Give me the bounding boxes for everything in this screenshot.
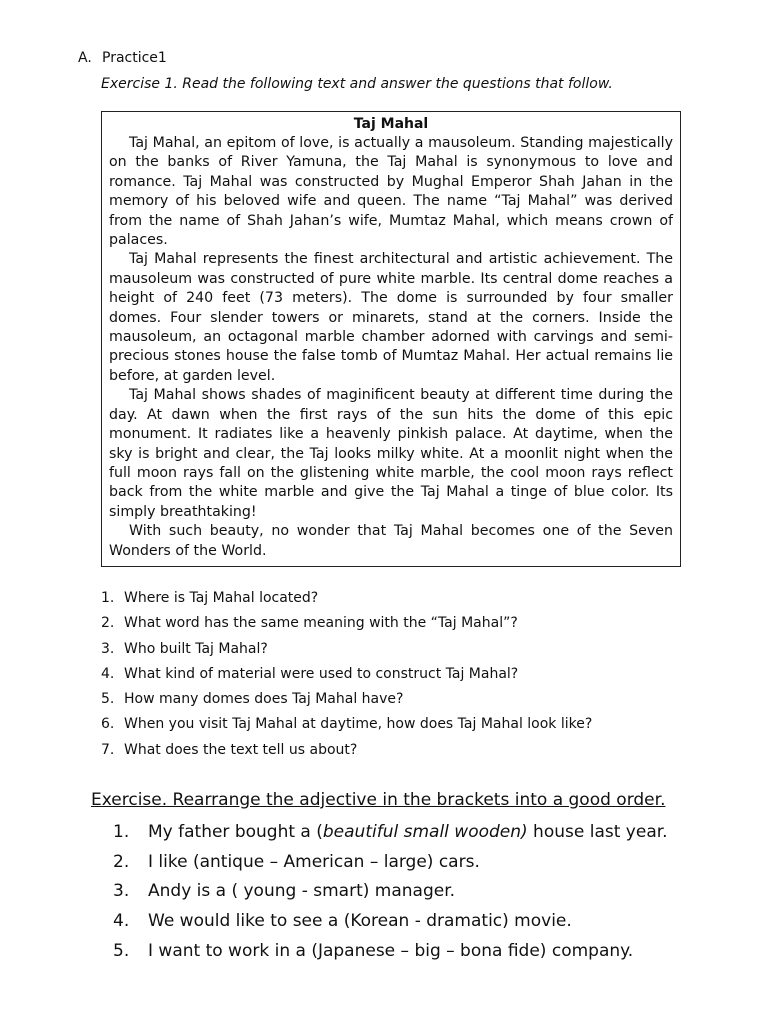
- passage-paragraph: Taj Mahal, an epitom of love, is actually a mausoleum. Standing majestically on the banks of River Yamuna, the Taj Mahal is synonymous to love and romance. Taj Mahal was constructed by Mughal Emperor Shah Jahan in the memory of his beloved wife and queen. The name “Taj Mahal” was derived from the name of Shah Jahan’s wife, Mumtaz Mahal, which means crown of palaces.: [109, 135, 673, 249]
- question-text: When you visit Taj Mahal at daytime, how does Taj Mahal look like?: [124, 716, 593, 733]
- item-text-end: house last year.: [527, 822, 668, 842]
- adjective-item: [113, 818, 668, 848]
- question-text: Where is Taj Mahal located?: [124, 590, 319, 606]
- item-text: I like (antique – American – large) cars.: [148, 851, 480, 872]
- item-number: 2.: [113, 851, 130, 872]
- item-text: I want to work in a (Japanese – big – bona fide) company.: [148, 940, 634, 961]
- question-item: [101, 586, 592, 611]
- item-text: My father bought a (: [148, 822, 323, 842]
- item-number: 5.: [113, 940, 130, 961]
- question-number: 5.: [101, 691, 115, 708]
- question-number: 4.: [101, 665, 115, 682]
- adjective-item: [113, 848, 668, 878]
- passage-title: Taj Mahal: [353, 116, 429, 132]
- question-number: 6.: [101, 716, 115, 733]
- question-item: [101, 662, 592, 687]
- section-title: Practice1: [102, 50, 167, 66]
- question-number: 7.: [101, 741, 115, 758]
- section-letter: A.: [78, 50, 92, 66]
- item-text-italic: beautiful small wooden): [322, 822, 528, 842]
- question-number: 1.: [101, 590, 115, 606]
- passage-paragraph: With such beauty, no wonder that Taj Mahal becomes one of the Seven Wonders of the World.: [109, 523, 673, 559]
- question-item: [101, 738, 592, 763]
- question-item: [101, 611, 592, 636]
- item-number: 1.: [113, 822, 130, 842]
- item-number: 4.: [113, 911, 130, 932]
- item-text: We would like to see a (Korean - dramatic) movie.: [148, 911, 572, 932]
- question-number: 3.: [101, 640, 115, 657]
- passage-paragraph: Taj Mahal represents the finest architectural and artistic achievement. The mausoleum was constructed of pure white marble. Its central dome reaches a height of 240 feet (73 meters). The dome is surrounded by four smaller domes. Four slender towers or minarets, stand at the corners. Inside the mausoleum, an octagonal marble chamber adorned with carvings and semi-precious stones house the false tomb of Mumtaz Mahal. Her actual remains lie before, at garden level.: [109, 251, 673, 384]
- adjective-item: [113, 907, 668, 937]
- question-item: [101, 712, 592, 737]
- item-number: 3.: [113, 881, 130, 902]
- question-text: What kind of material were used to construct Taj Mahal?: [124, 665, 519, 682]
- adjective-item: [113, 937, 668, 967]
- exercise1-instruction: Exercise 1. Read the following text and answer the questions that follow.: [101, 76, 613, 92]
- question-text: What does the text tell us about?: [124, 741, 358, 758]
- question-list: [101, 586, 592, 763]
- question-text: Who built Taj Mahal?: [124, 640, 268, 657]
- adjective-exercise-list: [113, 818, 668, 966]
- question-text: What word has the same meaning with the “Taj Mahal”?: [124, 615, 518, 632]
- passage-paragraph: Taj Mahal shows shades of maginificent beauty at different time during the day. At dawn when the first rays of the sun hits the dome of this epic monument. It radiates like a heavenly pinkish palace. At daytime, when the sky is bright and clear, the Taj looks milky white. At a moonlit night when the full moon rays fall on the glistening white marble, the cool moon rays reflect back from the white marble and give the Taj Mahal a tinge of blue color. Its simply breathtaking!: [109, 387, 673, 520]
- exercise2-title: Exercise. Rearrange the adjective in the brackets into a good order.: [91, 790, 666, 810]
- question-item: [101, 687, 592, 712]
- question-item: [101, 637, 592, 662]
- question-number: 2.: [101, 615, 115, 632]
- adjective-item: [113, 877, 668, 907]
- section-heading: [78, 50, 167, 66]
- question-text: How many domes does Taj Mahal have?: [124, 691, 404, 708]
- item-text: Andy is a ( young - smart) manager.: [148, 881, 456, 902]
- reading-passage: [101, 111, 681, 567]
